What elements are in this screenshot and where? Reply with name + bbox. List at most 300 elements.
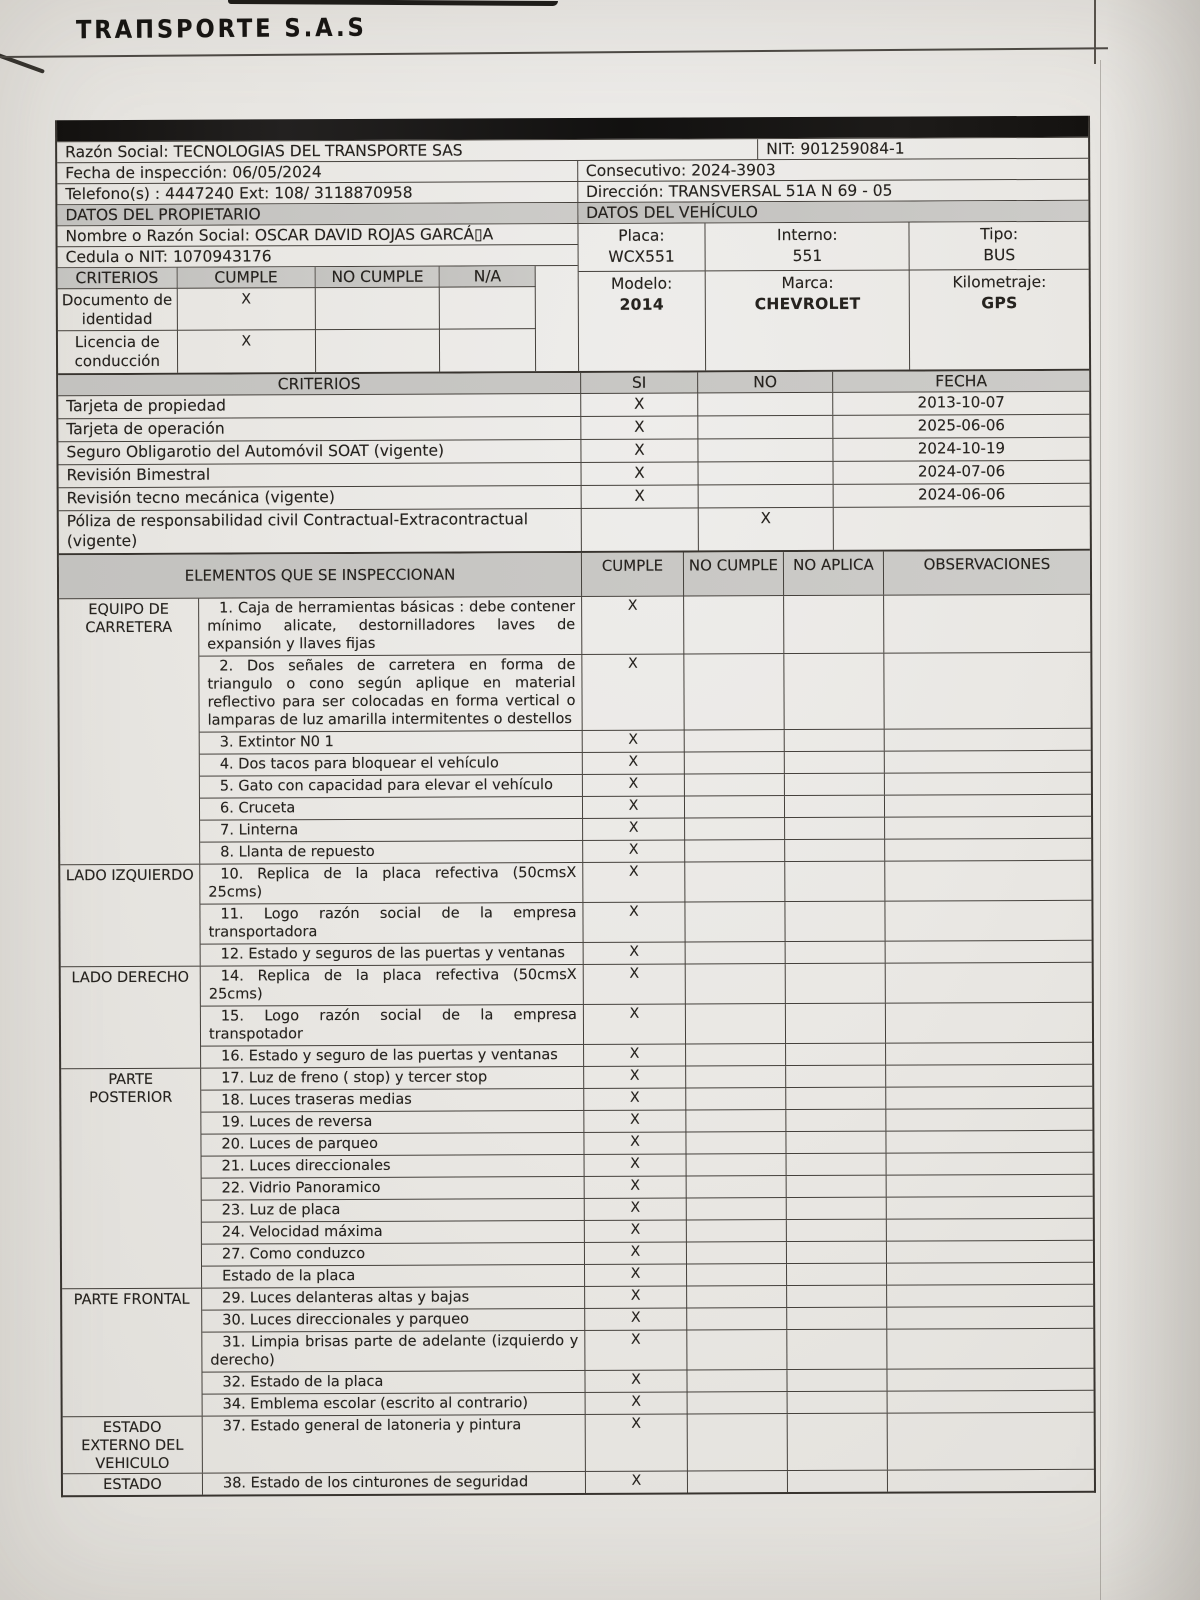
documento-si-mark: X (581, 393, 698, 416)
item-observaciones (887, 1197, 1093, 1219)
kilometraje-value: GPS (981, 294, 1018, 313)
inspeccion-item-row (200, 900, 1091, 944)
documentos-header-criterios: CRITERIOS (58, 373, 581, 395)
inspeccion-item-row (201, 963, 1092, 1006)
item-description: 5. Gato con capacidad para elevar el vehículo (200, 775, 583, 798)
documento-si-mark: X (582, 462, 699, 485)
item-no-cumple-mark (685, 862, 785, 901)
item-observaciones (885, 773, 1091, 795)
fecha-inspeccion-label: Fecha de inspección: (65, 163, 228, 183)
inspeccion-category: LADO IZQUIERDO (60, 865, 200, 967)
documento-label: Póliza de responsabilidad civil Contractual-Extracontractual (vigente) (59, 509, 582, 553)
item-observaciones (886, 1131, 1092, 1153)
item-cumple-mark: X (583, 775, 685, 796)
item-observaciones (886, 1003, 1092, 1043)
item-description: 20. Luces de parqueo (201, 1133, 584, 1156)
inspeccion-item-row (202, 1328, 1093, 1372)
inspeccion-header-no-aplica: NO APLICA (784, 552, 884, 595)
nombre-label: Nombre o Razón Social: (65, 226, 250, 246)
criterios-header-criterios: CRITERIOS (58, 268, 178, 290)
razon-social-value: TECNOLOGIAS DEL TRANSPORTE SAS (173, 141, 463, 161)
item-no-cumple-mark (688, 1471, 788, 1492)
item-cumple-mark: X (584, 1045, 686, 1066)
item-description: 6. Cruceta (200, 797, 583, 820)
item-no-cumple-mark (687, 1370, 787, 1391)
item-description: 7. Linterna (200, 819, 583, 842)
item-cumple-mark: X (585, 1243, 687, 1264)
item-description: 23. Luz de placa (202, 1199, 585, 1222)
marca-value: CHEVROLET (754, 294, 861, 314)
documento-fecha: 2024-10-19 (917, 439, 1006, 458)
field-consecutivo (578, 159, 1088, 181)
item-no-aplica-mark (785, 774, 885, 795)
documentos-table (58, 369, 1090, 553)
inspeccion-item-row (199, 652, 1090, 732)
documento-no-mark (698, 439, 833, 462)
documento-si-mark: X (581, 416, 698, 439)
propietario-column (57, 224, 578, 373)
item-no-cumple-mark (688, 1414, 788, 1470)
item-no-aplica-mark (784, 596, 884, 653)
inspeccion-header-cumple: CUMPLE (582, 553, 684, 596)
item-no-aplica-mark (787, 1264, 887, 1285)
item-observaciones (887, 1329, 1093, 1369)
item-cumple-mark: X (585, 1177, 687, 1198)
vehiculo-grid-row-1 (578, 222, 1089, 272)
documento-si-mark (582, 508, 699, 551)
inspeccion-item-row (203, 1390, 1094, 1416)
item-no-aplica-mark (785, 752, 885, 773)
criterio-na-mark (440, 287, 536, 329)
tipo-label: Tipo: (980, 225, 1019, 244)
item-cumple-mark: X (583, 797, 685, 818)
consecutivo-value: 2024-3903 (691, 161, 776, 180)
item-no-aplica-mark (786, 1088, 886, 1109)
item-observaciones (885, 839, 1091, 861)
logo-underline (0, 47, 1108, 58)
item-description: 10. Replica de la placa refectiva (50cmsX 25cms) (200, 863, 583, 904)
item-observaciones (887, 1369, 1093, 1391)
item-description: 29. Luces delanteras altas y bajas (202, 1287, 585, 1310)
item-no-aplica-mark (787, 1154, 887, 1175)
inspeccion-item-row (201, 1002, 1092, 1046)
documento-fecha: 2013-10-07 (917, 393, 1005, 412)
field-cedula-nit (58, 245, 578, 268)
item-cumple-mark: X (585, 1199, 687, 1220)
item-no-cumple-mark (686, 1132, 786, 1153)
documento-label: Tarjeta de propiedad (58, 394, 581, 418)
item-no-aplica-mark (785, 862, 885, 901)
item-observaciones (887, 1263, 1093, 1285)
item-observaciones (888, 1413, 1094, 1470)
item-observaciones (886, 1065, 1092, 1087)
item-description: Estado de la placa (202, 1265, 585, 1288)
item-observaciones (888, 1391, 1094, 1413)
documento-row (59, 507, 1090, 553)
documento-fecha (834, 507, 1090, 550)
vehiculo-field-kilometraje (910, 270, 1089, 370)
item-no-cumple-mark (687, 1330, 787, 1369)
documentos-header-si: SI (581, 372, 698, 393)
item-description: 19. Luces de reversa (201, 1111, 584, 1134)
item-no-aplica-mark (787, 1286, 887, 1307)
item-no-aplica-mark (788, 1471, 888, 1492)
criterio-na-mark (440, 329, 536, 371)
inspeccion-item-row (203, 1470, 1094, 1495)
item-no-cumple-mark (685, 796, 785, 817)
criterios-header-cumple: CUMPLE (177, 267, 316, 289)
item-no-aplica-mark (788, 1392, 888, 1413)
inspeccion-group (61, 1064, 1093, 1288)
criterio-label: Documento de identidad (58, 289, 178, 332)
documento-label: Revisión tecno mecánica (vigente) (59, 486, 582, 510)
documento-no-mark (699, 462, 834, 485)
item-no-cumple-mark (686, 1066, 786, 1087)
item-description: 3. Extintor N0 1 (200, 731, 583, 754)
item-observaciones (886, 963, 1092, 1003)
item-no-aplica-mark (786, 964, 886, 1003)
documento-fecha: 2024-07-06 (917, 462, 1006, 481)
item-no-aplica-mark (786, 1110, 886, 1131)
item-no-aplica-mark (785, 840, 885, 861)
item-cumple-mark: X (582, 597, 684, 654)
field-direccion (578, 180, 1088, 202)
telefonos-label: Telefono(s) : (65, 184, 161, 204)
item-description: 31. Limpia brisas parte de adelante (izquierdo y derecho) (202, 1331, 585, 1372)
item-no-aplica-mark (787, 1176, 887, 1197)
inspeccion-item-row (202, 1262, 1093, 1288)
interno-label: Interno: (776, 225, 838, 245)
placa-value: WCX551 (608, 247, 675, 266)
inspeccion-category: EQUIPO DE CARRETERA (59, 599, 200, 865)
item-observaciones (885, 729, 1091, 751)
item-cumple-mark: X (585, 1155, 687, 1176)
direccion-label: Dirección: (585, 182, 664, 201)
scan-corner-curl (0, 50, 45, 74)
item-no-cumple-mark (687, 1154, 787, 1175)
item-cumple-mark: X (586, 1393, 688, 1414)
item-observaciones (887, 1307, 1093, 1329)
modelo-label: Modelo: (610, 274, 673, 293)
item-description: 16. Estado y seguro de las puertas y ventanas (201, 1045, 584, 1068)
item-no-aplica-mark (787, 1308, 887, 1329)
inspeccion-item-row (201, 1042, 1092, 1068)
item-no-cumple-mark (687, 1308, 787, 1329)
item-no-cumple-mark (684, 596, 784, 653)
modelo-value: 2014 (619, 295, 664, 314)
item-cumple-mark: X (584, 1133, 686, 1154)
item-description: 21. Luces direccionales (202, 1155, 585, 1178)
item-no-aplica-mark (788, 1414, 888, 1470)
item-no-cumple-mark (685, 730, 785, 751)
item-cumple-mark: X (584, 965, 686, 1004)
item-no-cumple-mark (687, 1198, 787, 1219)
item-description: 2. Dos señales de carretera en forma de triangulo o cono según aplique en material reflectivo para ser colocadas en forma vertical o lamparas de luz amarilla intermitentes o destellos (199, 655, 582, 732)
field-nombre-razon-social (57, 224, 577, 247)
company-logo-text: TRAПSPORTE S.A.S (75, 12, 367, 45)
item-observaciones (886, 1109, 1092, 1131)
item-cumple-mark: X (584, 1005, 686, 1044)
item-no-cumple-mark (688, 1392, 788, 1413)
item-cumple-mark: X (585, 1331, 687, 1370)
criterio-label: Licencia de conducción (58, 331, 178, 374)
item-no-aplica-mark (786, 1132, 886, 1153)
inspeccion-item-row (200, 861, 1091, 904)
inspeccion-item-row (201, 940, 1092, 966)
scan-edge-artifact (228, 0, 558, 6)
criterios-propietario-rows (58, 287, 536, 373)
documentos-header-no: NO (698, 372, 833, 393)
cedula-label: Cedula o NIT: (65, 247, 168, 267)
item-no-cumple-mark (687, 1242, 787, 1263)
item-no-aplica-mark (787, 1370, 887, 1391)
item-cumple-mark: X (585, 1309, 687, 1330)
item-description: 34. Emblema escolar (escrito al contrario) (203, 1393, 586, 1416)
inspeccion-group-rows (200, 861, 1091, 966)
item-description: 17. Luz de freno ( stop) y tercer stop (201, 1067, 584, 1090)
nit-value: 901259084-1 (800, 139, 905, 159)
item-observaciones (885, 901, 1091, 941)
item-cumple-mark: X (584, 1067, 686, 1088)
inspeccion-group-rows (202, 1285, 1094, 1416)
item-observaciones (884, 595, 1090, 653)
item-no-cumple-mark (685, 818, 785, 839)
documento-no-mark (698, 416, 833, 439)
item-observaciones (887, 1285, 1093, 1307)
item-description: 18. Luces traseras medias (201, 1089, 584, 1112)
field-razon-social (57, 139, 758, 162)
inspeccion-category: ESTADO (63, 1474, 203, 1496)
documento-fecha: 2025-06-06 (917, 416, 1005, 435)
item-no-cumple-mark (686, 964, 786, 1003)
documento-fecha: 2024-06-06 (918, 485, 1006, 504)
item-no-aplica-mark (786, 1044, 886, 1065)
item-no-aplica-mark (787, 1242, 887, 1263)
item-no-aplica-mark (787, 1330, 887, 1369)
vehiculo-field-placa (578, 223, 706, 271)
documento-no-mark (699, 485, 834, 508)
scan-fold-line (1094, 0, 1096, 64)
vehiculo-field-modelo (578, 271, 706, 371)
fecha-inspeccion-value: 06/05/2024 (232, 163, 322, 182)
item-cumple-mark: X (586, 1472, 688, 1493)
item-no-cumple-mark (686, 1088, 786, 1109)
criterio-no-cumple-mark (316, 330, 440, 373)
criterio-propietario-row (58, 287, 536, 331)
inspeccion-group (63, 1469, 1094, 1495)
item-no-aplica-mark (785, 902, 885, 941)
item-description: 4. Dos tacos para bloquear el vehículo (200, 753, 583, 776)
item-observaciones (885, 795, 1091, 817)
item-description: 38. Estado de los cinturones de seguridad (203, 1472, 586, 1495)
criterio-no-cumple-mark (316, 288, 440, 331)
item-description: 12. Estado y seguros de las puertas y ventanas (201, 943, 584, 966)
item-description: 24. Velocidad máxima (202, 1221, 585, 1244)
documentos-header-fecha: FECHA (935, 372, 988, 391)
item-no-cumple-mark (687, 1176, 787, 1197)
interno-value: 551 (792, 246, 823, 266)
inspeccion-category: ESTADO EXTERNO DEL VEHICULO (63, 1417, 203, 1474)
item-no-cumple-mark (686, 1110, 786, 1131)
criterio-propietario-row (58, 329, 536, 373)
inspeccion-groups (59, 595, 1094, 1495)
item-no-cumple-mark (686, 942, 786, 963)
direccion-value: TRANSVERSAL 51A N 69 - 05 (668, 181, 893, 201)
criterio-cumple-mark: X (177, 288, 316, 331)
item-no-aplica-mark (785, 818, 885, 839)
documento-label: Seguro Obligarotio del Automóvil SOAT (vigente) (58, 440, 581, 464)
item-observaciones (886, 1087, 1092, 1109)
razon-social-label: Razón Social: (65, 142, 169, 162)
inspeccion-group-rows (201, 963, 1092, 1068)
inspeccion-group-rows (203, 1413, 1094, 1473)
item-no-aplica-mark (786, 1004, 886, 1043)
documentos-rows (58, 392, 1090, 553)
inspeccion-group (62, 1284, 1094, 1416)
item-description: 27. Como conduzco (202, 1243, 585, 1266)
item-no-aplica-mark (784, 654, 884, 729)
item-no-cumple-mark (686, 1004, 786, 1043)
tipo-value: BUS (983, 246, 1016, 265)
item-observaciones (884, 653, 1090, 729)
item-no-cumple-mark (685, 902, 785, 941)
item-cumple-mark: X (583, 731, 685, 752)
item-observaciones (886, 1043, 1092, 1065)
vehiculo-field-tipo (910, 222, 1089, 270)
documento-label: Revisión Bimestral (59, 463, 582, 487)
field-fecha-inspeccion (57, 161, 578, 183)
inspeccion-category: PARTE FRONTAL (62, 1289, 203, 1417)
item-description: 8. Llanta de repuesto (200, 841, 583, 864)
item-description: 11. Logo razón social de la empresa transportadora (200, 903, 583, 944)
item-cumple-mark: X (585, 1221, 687, 1242)
item-observaciones (886, 941, 1092, 963)
item-cumple-mark: X (583, 819, 685, 840)
documento-label: Tarjeta de operación (58, 417, 581, 441)
item-cumple-mark: X (583, 753, 685, 774)
item-cumple-mark: X (583, 903, 685, 942)
inspeccion-item-row (200, 838, 1091, 864)
inspeccion-header (59, 551, 1090, 599)
item-cumple-mark: X (584, 1111, 686, 1132)
nombre-value: OSCAR DAVID ROJAS GARCÁ▯A (254, 225, 494, 245)
criterios-propietario-header (58, 266, 536, 289)
item-no-aplica-mark (787, 1198, 887, 1219)
inspeccion-group-rows (201, 1065, 1093, 1288)
inspection-form (55, 116, 1096, 1498)
item-observaciones (888, 1470, 1094, 1492)
item-cumple-mark: X (586, 1415, 688, 1471)
item-no-aplica-mark (786, 1066, 886, 1087)
item-observaciones (887, 1175, 1093, 1197)
section-datos-propietario: DATOS DEL PROPIETARIO (57, 203, 578, 225)
item-no-aplica-mark (786, 942, 886, 963)
inspeccion-group (60, 860, 1091, 966)
scan-page-edge-line (1100, 60, 1101, 1600)
criterios-propietario-table (58, 266, 537, 373)
section-datos-vehiculo: DATOS DEL VEHÍCULO (578, 201, 1088, 223)
item-observaciones (885, 861, 1091, 901)
inspeccion-group (63, 1412, 1094, 1473)
cedula-value: 1070943176 (172, 247, 272, 266)
item-description: 14. Replica de la placa refectiva (50cmsX 25cms) (201, 965, 584, 1006)
placa-label: Placa: (618, 226, 665, 245)
item-cumple-mark: X (584, 1089, 686, 1110)
inspeccion-item-row (199, 595, 1090, 656)
propietario-vehiculo-block (57, 221, 1089, 373)
vehiculo-field-interno (706, 223, 910, 271)
vehiculo-grid (578, 222, 1089, 371)
item-no-cumple-mark (686, 1044, 786, 1065)
documento-si-mark: X (581, 439, 698, 462)
item-cumple-mark: X (585, 1287, 687, 1308)
item-observaciones (887, 1153, 1093, 1175)
criterio-cumple-mark: X (177, 330, 316, 373)
item-no-cumple-mark (687, 1264, 787, 1285)
field-nit (758, 138, 1088, 159)
documento-si-mark: X (582, 485, 699, 508)
item-description: 37. Estado general de latoneria y pintura (203, 1415, 586, 1473)
telefonos-value: 4447240 Ext: 108/ 3118870958 (165, 183, 413, 203)
item-no-aplica-mark (787, 1220, 887, 1241)
kilometraje-label: Kilometraje: (952, 272, 1047, 292)
vehiculo-field-marca (706, 271, 911, 371)
inspeccion-group (59, 595, 1091, 864)
consecutivo-label: Consecutivo: (585, 161, 687, 180)
documento-no-mark: X (699, 508, 834, 551)
item-no-cumple-mark (687, 1220, 787, 1241)
marca-label: Marca: (781, 273, 834, 293)
field-telefonos (57, 182, 578, 204)
nit-label: NIT: (766, 140, 796, 159)
inspeccion-group-rows (203, 1470, 1094, 1495)
item-observaciones (885, 751, 1091, 773)
inspeccion-group-rows (199, 595, 1091, 864)
item-description: 15. Logo razón social de la empresa transpotador (201, 1005, 584, 1046)
item-no-cumple-mark (685, 774, 785, 795)
item-cumple-mark: X (585, 1371, 687, 1392)
inspeccion-item-row (203, 1413, 1094, 1473)
item-description: 22. Vidrio Panoramico (202, 1177, 585, 1200)
documento-no-mark (698, 393, 833, 416)
item-description: 30. Luces direccionales y parqueo (202, 1309, 585, 1332)
item-cumple-mark: X (584, 943, 686, 964)
item-no-aplica-mark (785, 796, 885, 817)
item-description: 32. Estado de la placa (202, 1371, 585, 1394)
item-observaciones (887, 1219, 1093, 1241)
item-no-cumple-mark (687, 1286, 787, 1307)
item-description: 1. Caja de herramientas básicas : debe contener mínimo alicate, destornilladores laves de expansión y llaves fijas (199, 597, 582, 656)
inspeccion-group (61, 962, 1092, 1068)
item-no-aplica-mark (785, 730, 885, 751)
item-cumple-mark: X (585, 1265, 687, 1286)
item-no-cumple-mark (685, 752, 785, 773)
inspeccion-header-no-cumple: NO CUMPLE (684, 552, 784, 595)
vehiculo-grid-row-2 (578, 270, 1089, 371)
item-no-cumple-mark (684, 654, 784, 729)
inspeccion-header-elementos: ELEMENTOS QUE SE INSPECCIONAN (59, 553, 582, 598)
criterios-header-no-cumple: NO CUMPLE (316, 267, 440, 289)
inspeccion-table (59, 549, 1094, 1495)
inspeccion-category: PARTE POSTERIOR (61, 1069, 202, 1289)
item-observaciones (887, 1241, 1093, 1263)
item-observaciones (885, 817, 1091, 839)
inspeccion-category: LADO DERECHO (61, 967, 201, 1069)
criterios-header-na: N/A (440, 266, 536, 287)
item-cumple-mark: X (583, 863, 685, 902)
item-cumple-mark: X (582, 655, 684, 730)
inspeccion-header-observaciones: OBSERVACIONES (923, 554, 1051, 574)
